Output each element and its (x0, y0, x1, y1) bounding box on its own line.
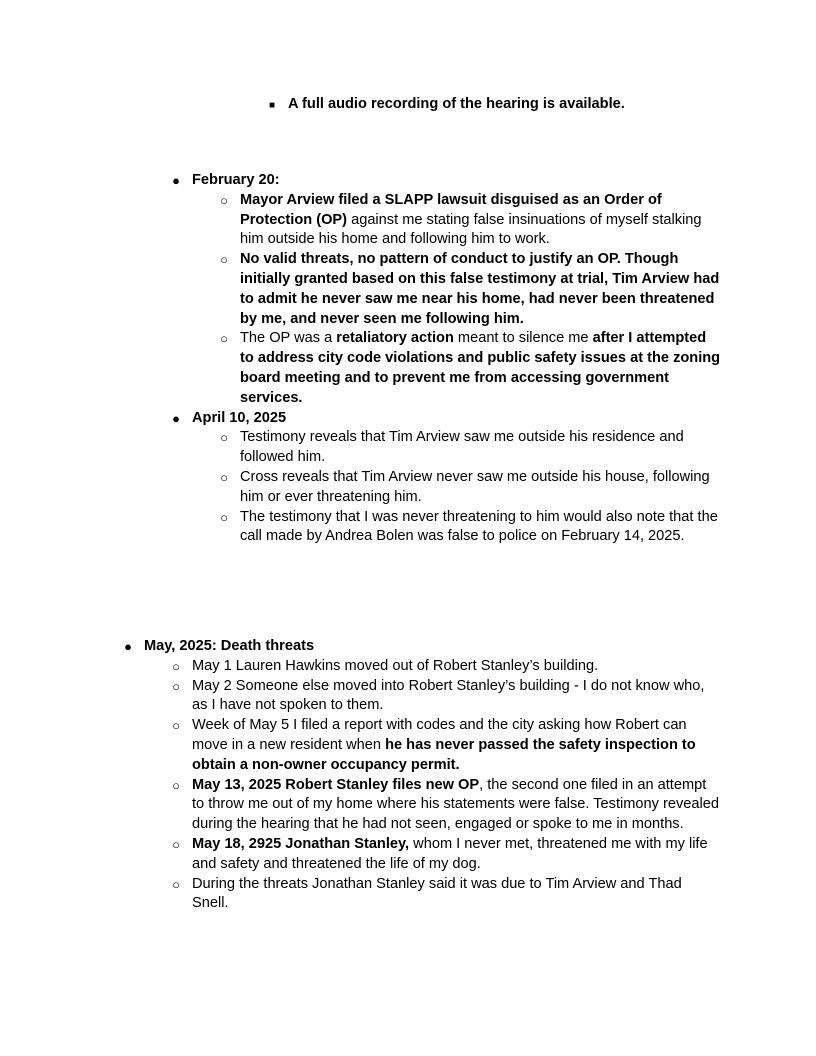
list-item (172, 835, 722, 875)
list-item (220, 468, 722, 508)
circle-bullet-icon: ○ (220, 430, 228, 446)
item-text: , the second one filed in an attempt to throw me out of my home where his statements were false. Testimony revealed during the hearing that he had not seen, engaged or spoke to me in months. (192, 776, 719, 833)
feb20-section (172, 171, 722, 547)
item-bold-text: he has never passed the safety inspection to obtain a non-owner occupancy permit. (192, 736, 696, 773)
list-item (172, 875, 722, 915)
item-text: Testimony reveals that Tim Arview saw me outside his residence and followed him. (240, 429, 684, 466)
list-item (220, 329, 722, 408)
list-item (172, 657, 722, 677)
list-item (220, 508, 722, 548)
list-item (124, 637, 722, 914)
circle-bullet-icon: ○ (172, 658, 180, 674)
list-item (172, 171, 722, 409)
list-item (220, 191, 722, 250)
apr10-heading: April 10, 2025 (192, 409, 287, 426)
item-text: Cross reveals that Tim Arview never saw me outside his house, following him or ever threatening him. (240, 468, 710, 505)
item-text: May 2 Someone else moved into Robert Stanley’s building - I do not know who, as I have not spoken to them. (192, 677, 705, 714)
circle-bullet-icon: ○ (172, 876, 180, 892)
item-text: against me stating false insinuations of myself stalking him outside his home and following him to work. (240, 211, 702, 248)
circle-bullet-icon: ○ (172, 777, 180, 793)
item-text: During the threats Jonathan Stanley said it was due to Tim Arview and Thad Snell. (192, 875, 682, 912)
item-text: Week of May 5 I filed a report with codes and the city asking how Robert can move in a new resident when (192, 717, 687, 753)
square-bullet-icon: ■ (268, 100, 276, 111)
feb20-items (220, 191, 722, 409)
disc-bullet-icon: ● (172, 410, 180, 426)
item-text: The testimony that I was never threatening to him would also note that the call made by Andrea Bolen was false to police on February 14, 2025. (240, 508, 718, 545)
list-item (172, 677, 722, 717)
list-item (268, 95, 718, 115)
disc-bullet-icon: ● (124, 639, 132, 654)
item-bold-text: retaliatory action (336, 330, 454, 347)
circle-bullet-icon: ○ (220, 331, 228, 347)
apr10-items (220, 428, 722, 547)
disc-bullet-icon: ● (172, 173, 180, 188)
item-bold-text: No valid threats, no pattern of conduct to justify an OP. Though initially granted based on this false testimony at trial, Tim Arview had to admit he never saw me near his home, had never been threatened by me, and never seen me following him. (240, 251, 720, 327)
circle-bullet-icon: ○ (172, 678, 180, 694)
item-text: May 1 Lauren Hawkins moved out of Robert Stanley’s building. (192, 657, 599, 674)
feb20-heading: February 20: (192, 172, 280, 188)
item-text: The OP was a (240, 330, 337, 347)
circle-bullet-icon: ○ (220, 252, 228, 268)
item-bold-text: May 13, 2025 Robert Stanley files new OP (192, 776, 480, 793)
square-bullet-list (268, 95, 718, 115)
list-item (172, 776, 722, 835)
item-text: meant to silence me (453, 330, 593, 347)
list-item (172, 716, 722, 775)
item-bold-text: after I attempted to address city code violations and public safety issues at the zoning board meeting and to prevent me from accessing government services. (240, 330, 721, 406)
circle-bullet-icon: ○ (172, 836, 180, 852)
circle-bullet-icon: ○ (172, 718, 180, 734)
circle-bullet-icon: ○ (220, 469, 228, 485)
may2025-section (124, 637, 722, 914)
item-bold-text: May 18, 2925 Jonathan Stanley, (192, 835, 410, 852)
may2025-items (172, 657, 722, 914)
list-item (220, 428, 722, 468)
list-item (220, 250, 722, 329)
item-bold-text: Mayor Arview filed a SLAPP lawsuit disguised as an Order of Protection (OP) (240, 191, 662, 228)
item-text: whom I never met, threatened me with my life and safety and threatened the life of my dog. (192, 835, 708, 872)
may2025-heading: May, 2025: Death threats (144, 638, 315, 654)
circle-bullet-icon: ○ (220, 509, 228, 525)
circle-bullet-icon: ○ (220, 192, 228, 208)
audio-recording-note: A full audio recording of the hearing is available. (288, 96, 625, 112)
list-item (172, 409, 722, 548)
